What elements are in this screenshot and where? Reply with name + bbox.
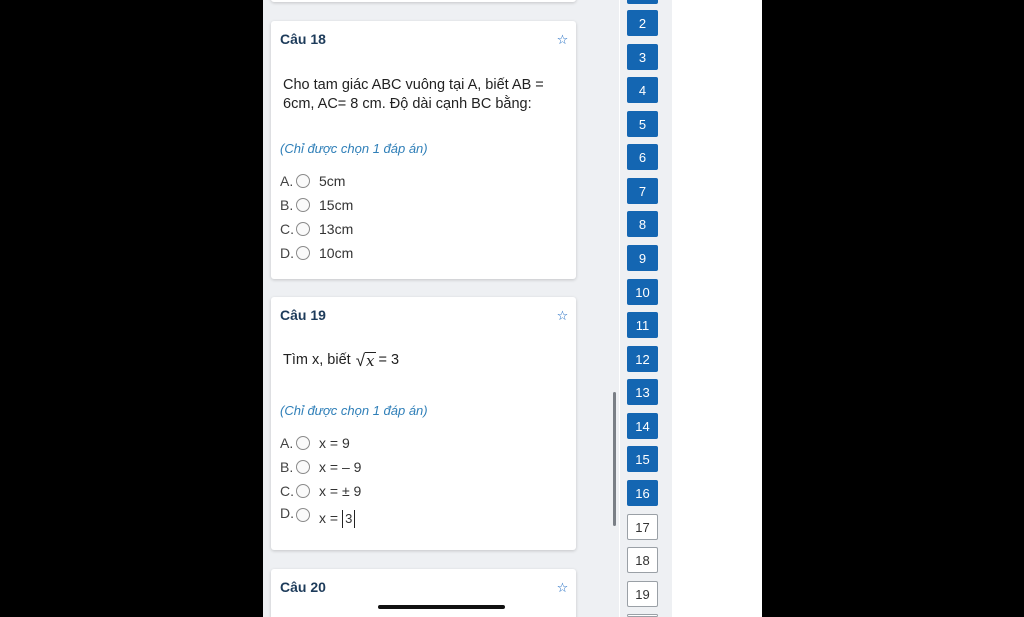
nav-button[interactable]: 19 — [627, 581, 658, 607]
question-text: Cho tam giác ABC vuông tại A, biết AB = 6cm, AC= 8 cm. Độ dài cạnh BC bằng: — [283, 77, 544, 112]
star-icon[interactable]: ☆ — [556, 580, 569, 595]
nav-button[interactable]: 13 — [627, 379, 658, 405]
nav-button-previous[interactable] — [627, 0, 658, 4]
option-value: x = 9 — [319, 435, 350, 451]
radio-button[interactable] — [296, 460, 310, 474]
question-title: Câu 20 — [280, 579, 326, 595]
question-text-prefix: Tìm x, biết — [283, 352, 351, 368]
option-letter: B. — [280, 459, 294, 475]
question-text-suffix: = 3 — [378, 352, 400, 368]
option-d[interactable] — [280, 505, 355, 525]
option-value: 5cm — [319, 173, 346, 189]
radio-button[interactable] — [296, 222, 310, 236]
nav-button[interactable]: 12 — [627, 346, 658, 372]
option-value: 10cm — [319, 245, 354, 261]
option-a[interactable] — [280, 433, 350, 453]
option-value: x = – 9 — [319, 459, 362, 475]
radio-button[interactable] — [296, 436, 310, 450]
question-card-previous — [271, 0, 576, 2]
nav-button[interactable]: 17 — [627, 514, 658, 540]
option-a[interactable] — [280, 171, 345, 191]
option-value: x = ± 9 — [319, 483, 362, 499]
option-letter: B. — [280, 197, 294, 213]
nav-button[interactable]: 4 — [627, 77, 658, 103]
nav-button[interactable]: 6 — [627, 144, 658, 170]
option-letter: A. — [280, 435, 294, 451]
question-card-20 — [271, 569, 576, 617]
radicand: x — [366, 351, 375, 370]
nav-button[interactable]: 16 — [627, 480, 658, 506]
option-value-text: x = — [319, 510, 339, 526]
option-letter: D. — [280, 505, 294, 521]
nav-button[interactable]: 8 — [627, 211, 658, 237]
question-card-18 — [271, 21, 576, 279]
radio-button[interactable] — [296, 508, 310, 522]
option-letter: C. — [280, 221, 294, 237]
nav-button[interactable]: 3 — [627, 44, 658, 70]
option-c[interactable] — [280, 219, 353, 239]
nav-button[interactable]: 2 — [627, 10, 658, 36]
question-card-19 — [271, 297, 576, 550]
star-icon[interactable]: ☆ — [556, 308, 569, 323]
option-letter: D. — [280, 245, 294, 261]
question-list — [263, 0, 619, 617]
option-c[interactable] — [280, 481, 361, 501]
question-title: Câu 19 — [280, 307, 326, 323]
nav-button[interactable]: 10 — [627, 279, 658, 305]
question-text — [283, 351, 553, 370]
nav-button[interactable]: 7 — [627, 178, 658, 204]
radical-sign-icon: √ — [355, 350, 366, 370]
answer-hint: (Chỉ được chọn 1 đáp án) — [280, 403, 428, 418]
option-value: 13cm — [319, 221, 354, 237]
square-root-expression — [356, 352, 376, 370]
option-value: 15cm — [319, 197, 354, 213]
nav-button[interactable]: 18 — [627, 547, 658, 573]
question-title: Câu 18 — [280, 31, 326, 47]
option-letter: C. — [280, 483, 294, 499]
option-d[interactable] — [280, 243, 353, 263]
radio-button[interactable] — [296, 246, 310, 260]
answer-hint: (Chỉ được chọn 1 đáp án) — [280, 141, 428, 156]
nav-button[interactable]: 5 — [627, 111, 658, 137]
quiz-screen — [263, 0, 762, 617]
option-value — [319, 510, 355, 528]
scrollbar-thumb[interactable] — [613, 392, 616, 526]
option-letter: A. — [280, 173, 294, 189]
nav-button[interactable]: 11 — [627, 312, 658, 338]
star-icon[interactable]: ☆ — [556, 32, 569, 47]
nav-button[interactable]: 9 — [627, 245, 658, 271]
home-indicator[interactable] — [378, 605, 505, 609]
option-b[interactable] — [280, 457, 361, 477]
question-navigator — [620, 0, 672, 617]
radio-button[interactable] — [296, 198, 310, 212]
nav-button[interactable]: 14 — [627, 413, 658, 439]
radio-button[interactable] — [296, 484, 310, 498]
radio-button[interactable] — [296, 174, 310, 188]
option-b[interactable] — [280, 195, 353, 215]
nav-button[interactable]: 15 — [627, 446, 658, 472]
absolute-value: 3 — [342, 510, 355, 528]
